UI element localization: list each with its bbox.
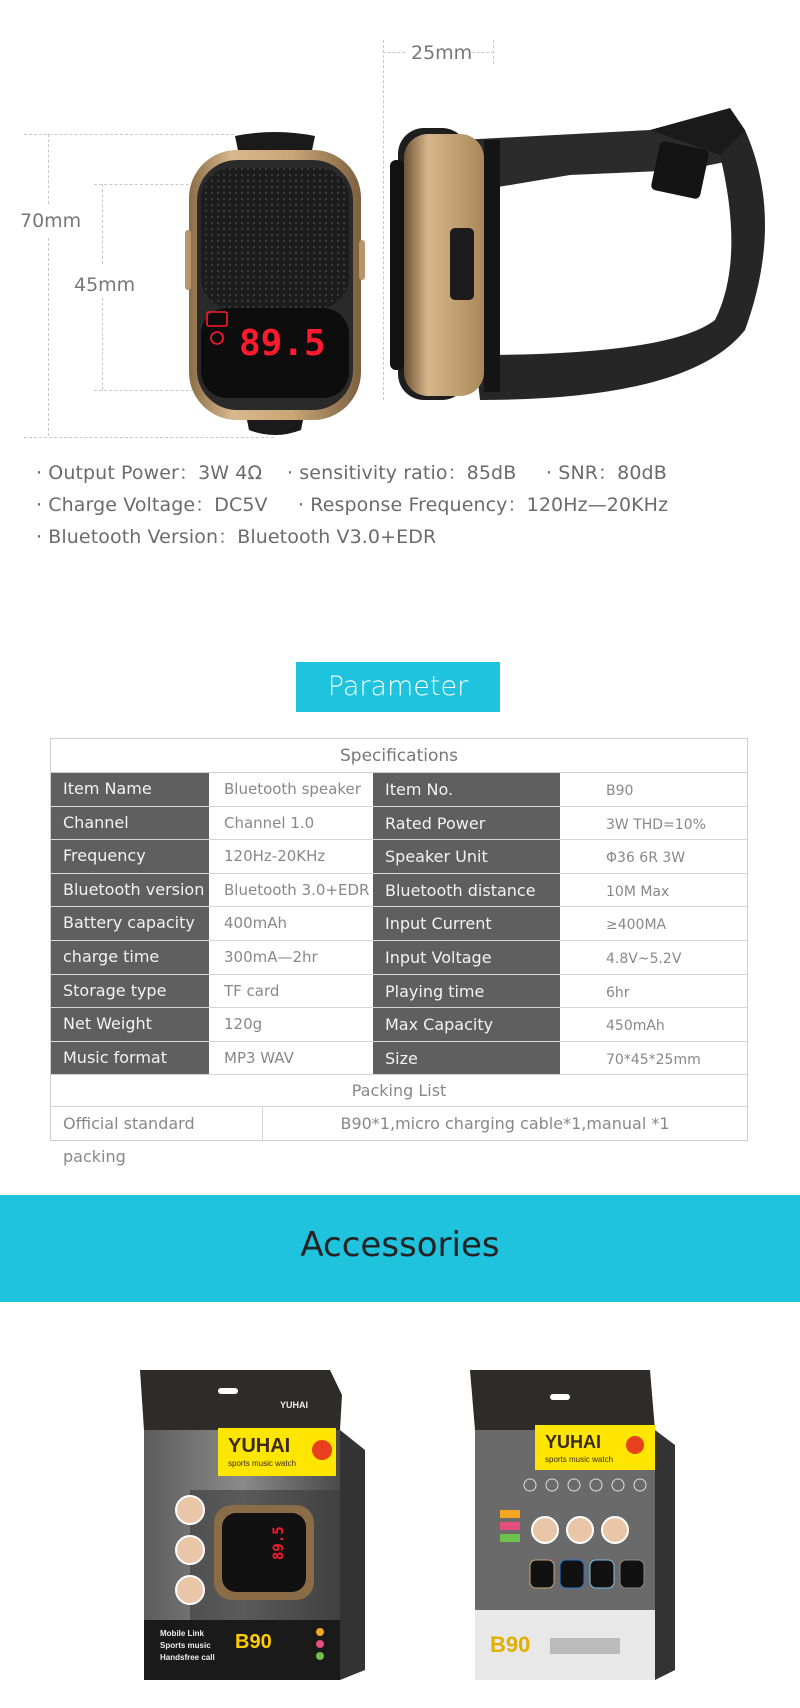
height-dimension-label: 70mm bbox=[20, 210, 82, 232]
packing-label: Official standard packing bbox=[51, 1107, 263, 1140]
table-row bbox=[51, 975, 747, 1009]
packing-list-title: Packing List bbox=[51, 1075, 747, 1107]
feature-bluetooth-version: · Bluetooth Version：Bluetooth V3.0+EDR bbox=[36, 526, 437, 548]
table-row bbox=[51, 773, 747, 807]
box-feature: Handsfree call bbox=[160, 1653, 215, 1662]
spec-value: Φ36 6R 3W bbox=[606, 850, 686, 867]
box-led-readout: 89.5 bbox=[271, 1526, 287, 1560]
watch-front-view bbox=[185, 130, 365, 440]
spec-key: Storage type bbox=[51, 975, 209, 1008]
spec-value: 300mA—2hr bbox=[224, 947, 318, 966]
box-feature: Sports music bbox=[160, 1641, 211, 1650]
table-row bbox=[51, 907, 747, 941]
box-tagline: sports music watch bbox=[228, 1459, 297, 1468]
spec-value: 120Hz-20KHz bbox=[224, 847, 326, 866]
watch-side-view bbox=[390, 100, 770, 420]
spec-value: 3W THD=10% bbox=[606, 816, 706, 833]
box-model: B90 bbox=[490, 1632, 531, 1657]
spec-key: Item No. bbox=[372, 773, 560, 806]
spec-value: 70*45*25mm bbox=[606, 1051, 701, 1068]
dimension-guide-line bbox=[48, 238, 49, 436]
box-tagline: sports music watch bbox=[545, 1455, 614, 1464]
spec-value: 120g bbox=[224, 1015, 263, 1034]
spec-value: Bluetooth speaker bbox=[224, 780, 361, 798]
spec-key: Battery capacity bbox=[51, 907, 209, 940]
feature-sensitivity-ratio: · sensitivity ratio：85dB bbox=[287, 462, 517, 484]
table-row bbox=[51, 1008, 747, 1042]
box-feature: Mobile Link bbox=[160, 1629, 204, 1638]
spec-key: Input Current bbox=[372, 907, 560, 940]
dimension-guide-line bbox=[48, 134, 49, 204]
parameter-heading: Parameter bbox=[296, 662, 500, 712]
spec-value: 400mAh bbox=[224, 914, 288, 933]
table-row bbox=[51, 1042, 747, 1076]
dimension-guide-line bbox=[383, 52, 405, 53]
spec-value: Bluetooth 3.0+EDR bbox=[224, 880, 370, 899]
spec-key: Playing time bbox=[372, 975, 560, 1008]
box-brand: YUHAI bbox=[228, 1435, 291, 1457]
spec-value: 4.8V~5.2V bbox=[606, 950, 682, 967]
spec-key: Rated Power bbox=[372, 807, 560, 840]
spec-key: Item Name bbox=[51, 773, 209, 806]
spec-key: Speaker Unit bbox=[372, 840, 560, 873]
spec-value: B90 bbox=[606, 783, 634, 799]
spec-value: ≥400MA bbox=[606, 917, 667, 934]
dimension-guide-line bbox=[102, 298, 103, 390]
table-row bbox=[51, 840, 747, 874]
spec-value: MP3 WAV bbox=[224, 1048, 294, 1067]
product-dimension-image bbox=[0, 0, 800, 440]
spec-key: charge time bbox=[51, 941, 209, 974]
packing-list-row bbox=[51, 1107, 747, 1167]
spec-key: Bluetooth distance bbox=[372, 874, 560, 907]
feature-snr: · SNR：80dB bbox=[546, 462, 667, 484]
feature-charge-voltage: · Charge Voltage：DC5V bbox=[36, 494, 268, 516]
accessories-banner bbox=[0, 1195, 800, 1302]
table-row bbox=[51, 874, 747, 908]
dimension-guide-line bbox=[102, 184, 103, 264]
led-display-readout: 89.5 bbox=[239, 323, 326, 364]
spec-key: Size bbox=[372, 1042, 560, 1075]
spec-key: Frequency bbox=[51, 840, 209, 873]
depth-dimension-label: 25mm bbox=[411, 42, 473, 64]
spec-key: Music format bbox=[51, 1042, 209, 1075]
spec-key: Channel bbox=[51, 807, 209, 840]
spec-key: Max Capacity bbox=[372, 1008, 560, 1041]
spec-value: 10M Max bbox=[606, 883, 670, 900]
box-brand-small: YUHAI bbox=[280, 1400, 309, 1410]
box-brand: YUHAI bbox=[545, 1432, 602, 1452]
box-model: B90 bbox=[235, 1631, 272, 1653]
spec-value: TF card bbox=[224, 981, 280, 1000]
spec-key: Input Voltage bbox=[372, 941, 560, 974]
table-row bbox=[51, 807, 747, 841]
spec-key: Bluetooth version bbox=[51, 874, 209, 907]
specifications-table bbox=[50, 738, 748, 1167]
package-box-front bbox=[130, 1370, 380, 1700]
specifications-title: Specifications bbox=[51, 739, 747, 773]
spec-value: Channel 1.0 bbox=[224, 813, 315, 832]
accessories-heading: Accessories bbox=[300, 1225, 500, 1265]
table-row bbox=[51, 941, 747, 975]
feature-response-frequency: · Response Frequency：120Hz—20KHz bbox=[298, 494, 669, 516]
dimension-guide-line bbox=[383, 40, 384, 400]
dimension-guide-line bbox=[472, 52, 494, 53]
feature-output-power: · Output Power：3W 4Ω bbox=[36, 462, 263, 484]
packaging-images bbox=[0, 1330, 800, 1708]
packing-value: B90*1,micro charging cable*1,manual *1 bbox=[340, 1114, 670, 1134]
screen-dimension-label: 45mm bbox=[74, 274, 136, 296]
package-box-back bbox=[470, 1370, 700, 1690]
spec-key: Net Weight bbox=[51, 1008, 209, 1041]
spec-value: 6hr bbox=[606, 984, 630, 1001]
spec-value: 450mAh bbox=[606, 1018, 665, 1035]
